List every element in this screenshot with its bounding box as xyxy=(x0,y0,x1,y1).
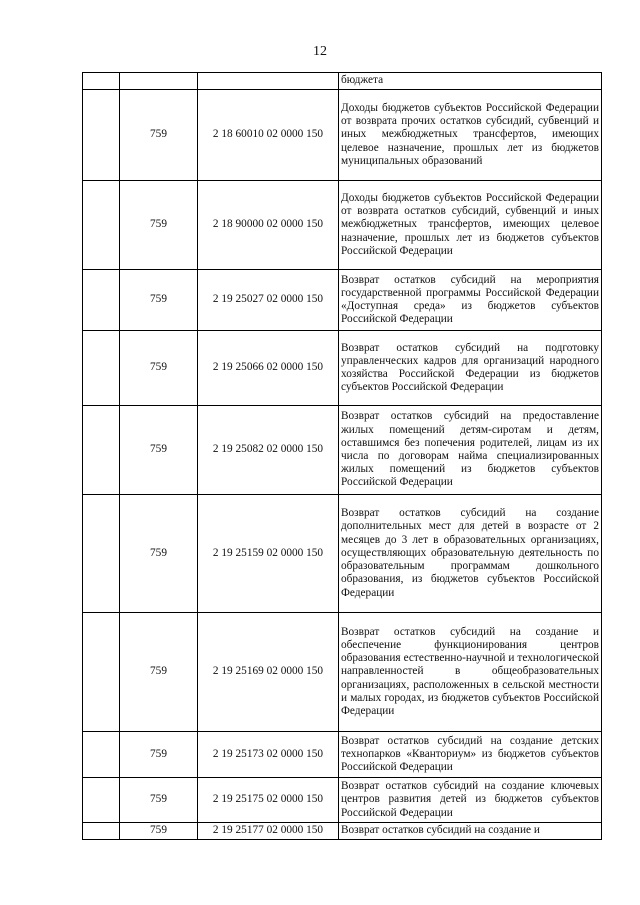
description-cell: Возврат остатков субсидий на создание дополнительных мест для детей в возрасте от 2 месяцев до 3 лет в образовательных организациях, осуществляющих образовательную деятельность по образовательным программам дошкольного образования, из бюджетов субъектов Российской Федерации xyxy=(339,495,602,613)
classification-code-cell: 2 19 25169 02 0000 150 xyxy=(198,613,339,732)
admin-code-cell: 759 xyxy=(120,90,198,181)
description-cell: Возврат остатков субсидий на создание ключевых центров развития детей из бюджетов субъектов Российской Федерации xyxy=(339,778,602,823)
classification-code-cell: 2 18 60010 02 0000 150 xyxy=(198,90,339,181)
row-number-cell xyxy=(83,90,120,181)
classification-code-cell: 2 19 25066 02 0000 150 xyxy=(198,331,339,406)
description-cell: бюджета xyxy=(339,73,602,90)
table-row xyxy=(83,331,602,406)
admin-code-cell: 759 xyxy=(120,778,198,823)
row-number-cell xyxy=(83,495,120,613)
classification-code-cell xyxy=(198,73,339,90)
description-cell: Доходы бюджетов субъектов Российской Федерации от возврата остатков субсидий, субвенций и иных межбюджетных трансфертов, имеющих целевое назначение, прошлых лет из бюджетов субъектов Российской Федерации xyxy=(339,181,602,270)
budget-classification-table xyxy=(82,72,602,840)
row-number-cell xyxy=(83,613,120,732)
admin-code-cell: 759 xyxy=(120,270,198,331)
table-row xyxy=(83,73,602,90)
classification-code-cell: 2 19 25027 02 0000 150 xyxy=(198,270,339,331)
description-cell: Возврат остатков субсидий на предоставление жилых помещений детям-сиротам и детям, оставшимся без попечения родителей, лицам из их числа по договорам найма специализированных жилых помещений из бюджетов субъектов Российской Федерации xyxy=(339,406,602,495)
admin-code-cell: 759 xyxy=(120,732,198,778)
table-row xyxy=(83,181,602,270)
description-cell: Возврат остатков субсидий на подготовку управленческих кадров для организаций народного хозяйства Российской Федерации из бюджетов субъектов Российской Федерации xyxy=(339,331,602,406)
classification-code-cell: 2 19 25177 02 0000 150 xyxy=(198,823,339,840)
table-row xyxy=(83,270,602,331)
row-number-cell xyxy=(83,406,120,495)
admin-code-cell: 759 xyxy=(120,181,198,270)
page-number: 12 xyxy=(313,44,327,59)
admin-code-cell: 759 xyxy=(120,331,198,406)
description-cell: Доходы бюджетов субъектов Российской Федерации от возврата прочих остатков субсидий, субвенций и иных межбюджетных трансфертов, имеющих целевое назначение, прошлых лет из бюджетов муниципальных образований xyxy=(339,90,602,181)
row-number-cell xyxy=(83,732,120,778)
description-cell: Возврат остатков субсидий на мероприятия государственной программы Российской Федерации «Доступная среда» из бюджетов субъектов Российской Федерации xyxy=(339,270,602,331)
row-number-cell xyxy=(83,73,120,90)
description-cell: Возврат остатков субсидий на создание детских технопарков «Кванториум» из бюджетов субъектов Российской Федерации xyxy=(339,732,602,778)
classification-code-cell: 2 19 25082 02 0000 150 xyxy=(198,406,339,495)
table-row xyxy=(83,778,602,823)
table-row xyxy=(83,90,602,181)
table-row xyxy=(83,495,602,613)
description-cell: Возврат остатков субсидий на создание и обеспечение функционирования центров образования естественно-научной и технологической направленностей в общеобразовательных организациях, расположенных в сельской местности и малых городах, из бюджетов субъектов Российской Федерации xyxy=(339,613,602,732)
table-row xyxy=(83,823,602,840)
description-cell: Возврат остатков субсидий на создание и xyxy=(339,823,602,840)
row-number-cell xyxy=(83,181,120,270)
admin-code-cell: 759 xyxy=(120,823,198,840)
admin-code-cell: 759 xyxy=(120,406,198,495)
classification-code-cell: 2 18 90000 02 0000 150 xyxy=(198,181,339,270)
classification-code-cell: 2 19 25173 02 0000 150 xyxy=(198,732,339,778)
table-row xyxy=(83,613,602,732)
row-number-cell xyxy=(83,823,120,840)
classification-code-cell: 2 19 25175 02 0000 150 xyxy=(198,778,339,823)
row-number-cell xyxy=(83,331,120,406)
admin-code-cell xyxy=(120,73,198,90)
table-row xyxy=(83,732,602,778)
table-row xyxy=(83,406,602,495)
row-number-cell xyxy=(83,778,120,823)
classification-code-cell: 2 19 25159 02 0000 150 xyxy=(198,495,339,613)
admin-code-cell: 759 xyxy=(120,613,198,732)
admin-code-cell: 759 xyxy=(120,495,198,613)
row-number-cell xyxy=(83,270,120,331)
